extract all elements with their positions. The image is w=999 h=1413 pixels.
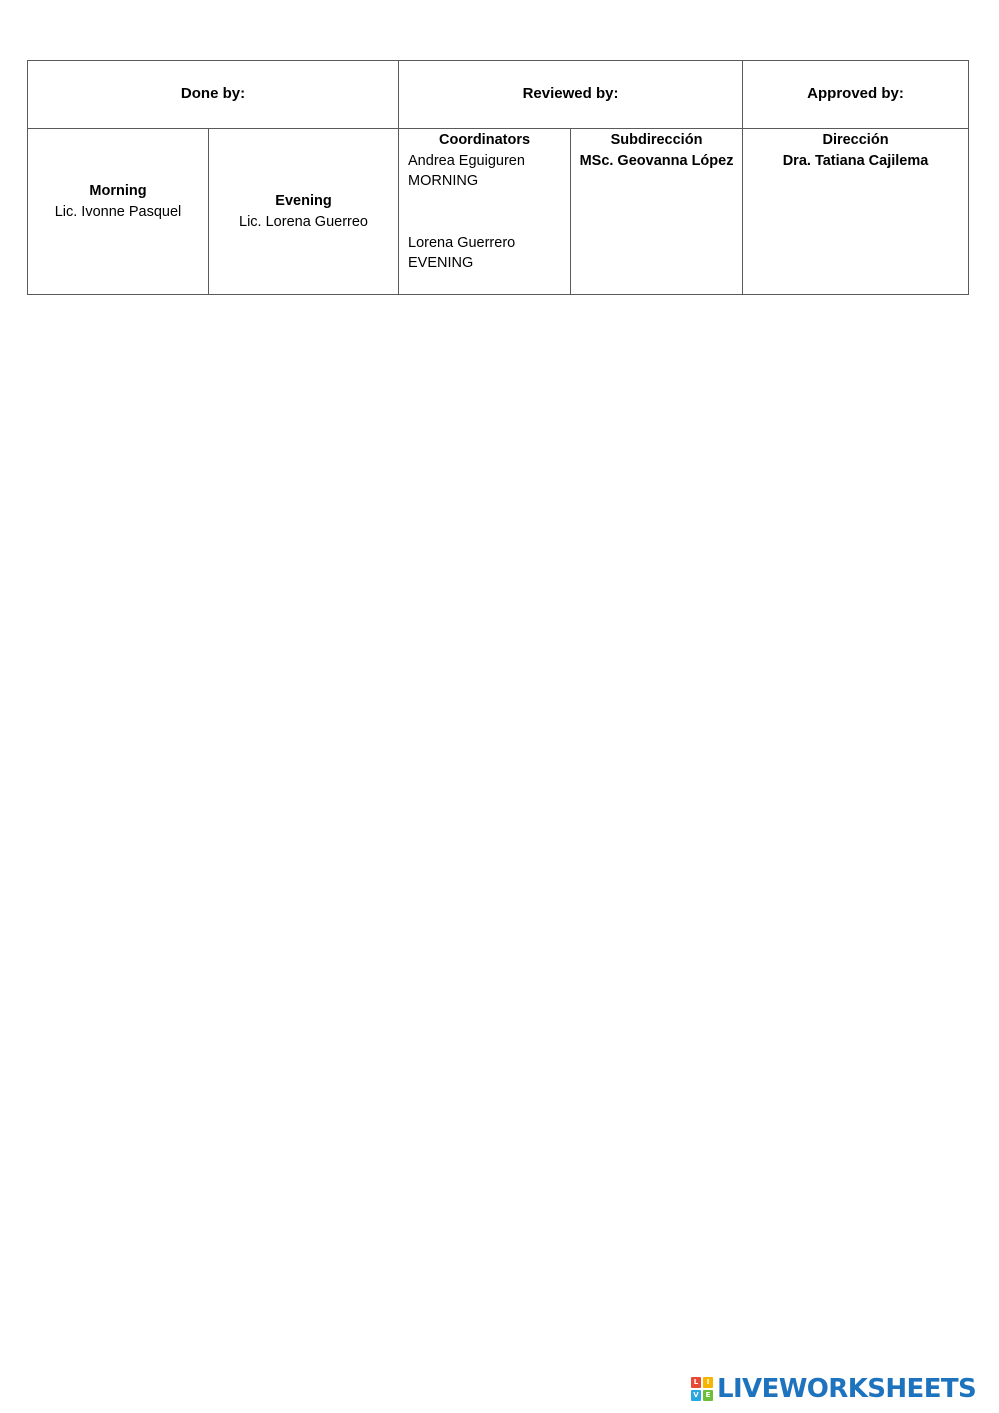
coordinator-shift-1: MORNING [408,173,479,189]
direccion-cell [743,129,969,295]
reviewed-by-header: Reviewed by: [399,61,743,129]
direccion-title: Dirección [822,132,889,148]
approved-by-header: Approved by: [743,61,969,129]
coordinators-cell [399,129,571,295]
subdireccion-name: MSc. Geovanna López [579,152,734,169]
liveworksheets-logo [691,1374,976,1404]
coordinator-shift-2: EVENING [408,255,474,271]
subdireccion-cell [571,129,743,295]
evening-name: Lic. Lorena Guerreo [239,213,368,230]
logo-square-e: E [703,1390,713,1401]
signatures-row [28,129,969,295]
direccion-name: Dra. Tatiana Cajilema [782,152,929,169]
coordinators-title: Coordinators [439,132,531,148]
coordinator-name-2: Lorena Guerrero [408,234,516,251]
logo-square-l: L [691,1377,701,1388]
signature-table [27,60,969,295]
liveworksheets-wordmark: LIVEWORKSHEETS [717,1374,977,1404]
header-row [28,61,969,129]
evening-title: Evening [275,193,332,209]
spacer [408,192,570,233]
morning-name: Lic. Ivonne Pasquel [54,203,182,220]
subdireccion-title: Subdirección [610,132,703,148]
evening-cell [209,129,399,295]
done-by-header: Done by: [28,61,399,129]
coordinator-name-1: Andrea Eguiguren [408,152,525,169]
morning-title: Morning [89,183,147,199]
logo-square-v: V [691,1390,701,1401]
logo-square-i: I [703,1377,713,1388]
morning-cell [28,129,209,295]
liveworksheets-logo-icon [691,1377,713,1401]
